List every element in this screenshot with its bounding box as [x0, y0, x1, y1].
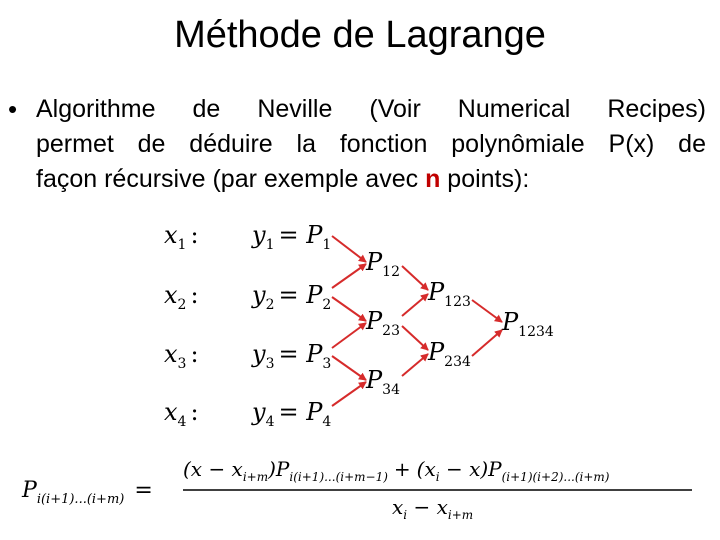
arrow-p23-p234: [402, 326, 428, 350]
arrows: [332, 236, 502, 406]
formula-numerator: $(x - x_{i+m})P_{i(i+1)...(i+m-1)} + (x_i - x)P_{(i+1)(i+2)...(i+m)}$: [183, 457, 610, 484]
x4-label: $x_4$ :: [164, 398, 199, 430]
slide-title: Méthode de Lagrange: [174, 14, 546, 56]
row-1: [164, 221, 331, 253]
y2-equals-p2: $y_2 = P_2$: [252, 281, 332, 313]
arrow-p123-p1234: [472, 300, 502, 322]
arrow-p34-p234: [402, 354, 428, 376]
bullet-line-2: permet de déduire la fonction polynômiale P(x) de: [36, 130, 706, 158]
arrow-p234-p1234: [472, 330, 502, 356]
bullet-dot: •: [8, 94, 18, 124]
neville-formula: [21, 457, 692, 522]
row-4: [164, 398, 331, 430]
row-2: [164, 281, 331, 313]
highlight-n: n: [425, 165, 441, 193]
x3-label: $x_3$ :: [164, 340, 199, 372]
bullet-line-1: Algorithme de Neville (Voir Numerical Recipes): [36, 95, 706, 123]
arrow-p1-p12: [332, 236, 366, 262]
row-3: [164, 340, 331, 372]
p1234-node: $P_{1234}$: [502, 308, 554, 340]
arrow-p2-p12: [332, 264, 366, 288]
arrow-p3-p34: [332, 356, 366, 380]
arrow-p2-p23: [332, 297, 366, 321]
arrow-p23-p123: [402, 294, 428, 316]
x1-label: $x_1$ :: [164, 221, 199, 253]
arrow-p3-p23: [332, 323, 366, 348]
arrow-p4-p34: [332, 382, 366, 406]
x2-label: $x_2$ :: [164, 281, 199, 313]
arrow-p12-p123: [402, 266, 428, 290]
p23-node: $P_{23}$: [366, 307, 400, 339]
p123-node: $P_{123}$: [428, 278, 471, 310]
y3-equals-p3: $y_3 = P_3$: [252, 340, 332, 372]
bullet-line-3-before: façon récursive (par exemple avec: [36, 165, 426, 193]
y4-equals-p4: $y_4 = P_4$: [252, 398, 332, 430]
formula-denominator: $x_i - x_{i+m}$: [392, 495, 474, 522]
y1-equals-p1: $y_1 = P_1$: [252, 221, 332, 253]
formula-lhs: $P_{i(i+1)...(i+m)}$ =: [22, 478, 153, 507]
p34-node: $P_{34}$: [366, 366, 400, 398]
p234-node: $P_{234}$: [428, 338, 471, 370]
p12-node: $P_{12}$: [366, 248, 400, 280]
bullet-line-3-after: points):: [440, 165, 530, 193]
